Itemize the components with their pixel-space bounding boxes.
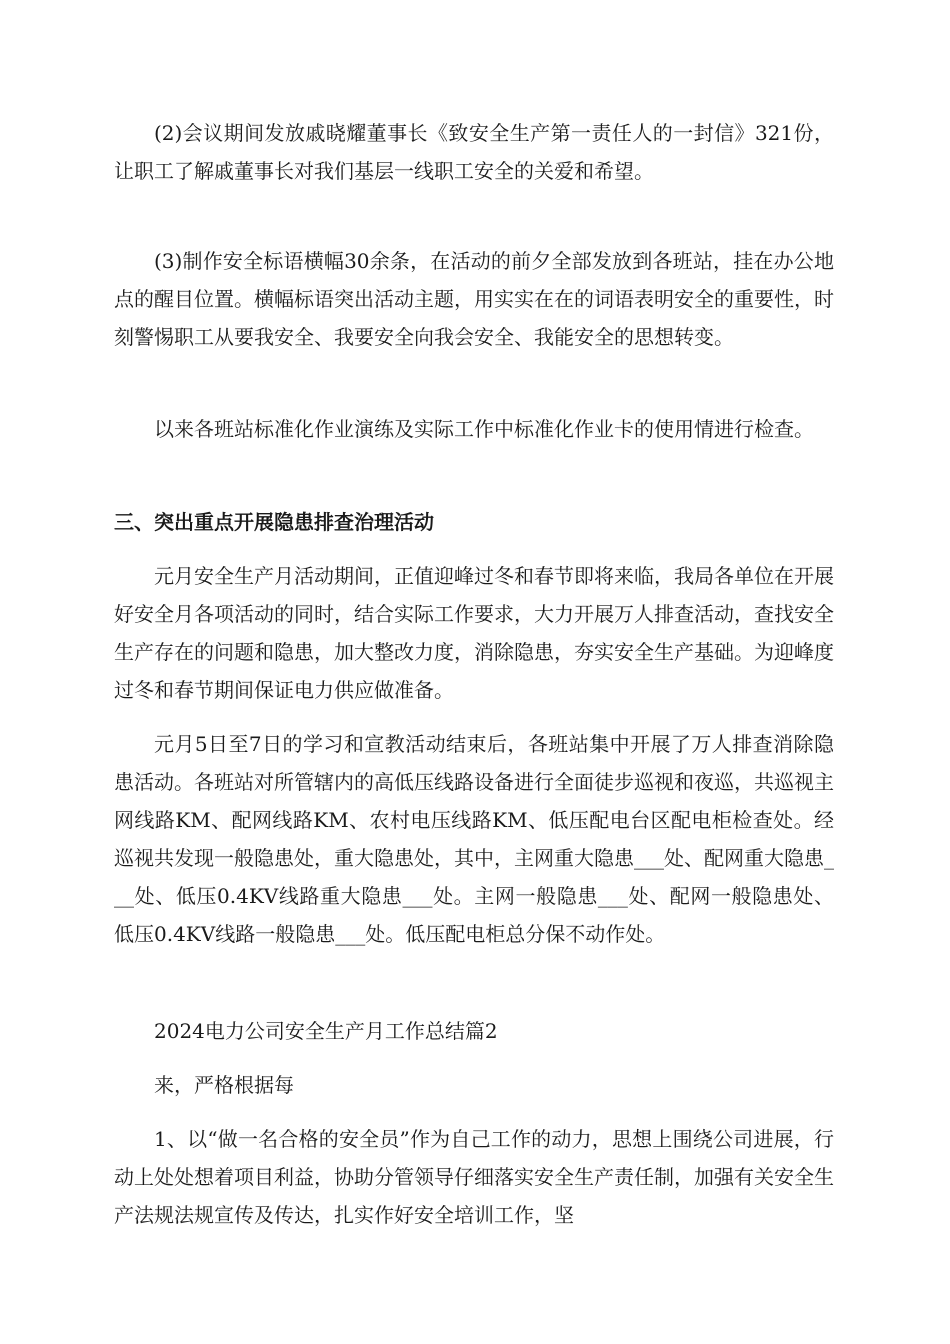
paragraph-safety-officer-duty: 1、以“做一名合格的安全员”作为自己工作的动力，思想上围绕公司进展，行动上处处想着项目利益，协助分管领导仔细落实安全生产责任制，加强有关安全生产法规法规宣传及传达，扎实作好安全培训工作，坚 bbox=[114, 1127, 834, 1227]
section-heading-hazard-inspection: 三、突出重点开展隐患排查治理活动 bbox=[114, 510, 434, 534]
paragraph-meeting-letters: (2)会议期间发放戚晓耀董事长《致安全生产第一责任人的一封信》321份，让职工了解戚董事长对我们基层一线职工安全的关爱和希望。 bbox=[114, 121, 834, 183]
paragraph-summary-title-part2: 2024电力公司安全生产月工作总结篇2 bbox=[154, 1019, 498, 1043]
paragraph-january-safety-month: 元月安全生产月活动期间，正值迎峰过冬和春节即将来临，我局各单位在开展好安全月各项活动的同时，结合实际工作要求，大力开展万人排查活动，查找安全生产存在的问题和隐患，加大整改力度，消除隐患，夯实安全生产基础。为迎峰度过冬和春节期间保证电力供应做准备。 bbox=[114, 564, 834, 702]
paragraph-hazard-inspection-results: 元月5日至7日的学习和宣教活动结束后，各班站集中开展了万人排查消除隐患活动。各班站对所管辖内的高低压线路设备进行全面徒步巡视和夜巡，共巡视主网线路KM、配网线路KM、农村电压线路KM、低压配电台区配电柜检查处。经巡视共发现一般隐患处，重大隐患处，其中，主网重大隐患___处、配网重大隐患___处、低压0.4KV线路重大隐患___处。主网一般隐患___处、配网一般隐患处、低压0.4KV线路一般隐患___处。低压配电柜总分保不动作处。 bbox=[114, 732, 834, 946]
paragraph-fragment: 来，严格根据每 bbox=[154, 1073, 294, 1097]
paragraph-safety-banners: (3)制作安全标语横幅30余条，在活动的前夕全部发放到各班站，挂在办公地点的醒目位置。横幅标语突出活动主题，用实实在在的词语表明安全的重要性，时刻警惕职工从要我安全、我要安全向我会安全、我能安全的思想转变。 bbox=[114, 249, 834, 349]
paragraph-standardized-work-check: 以来各班站标准化作业演练及实际工作中标准化作业卡的使用情进行检查。 bbox=[154, 417, 814, 441]
